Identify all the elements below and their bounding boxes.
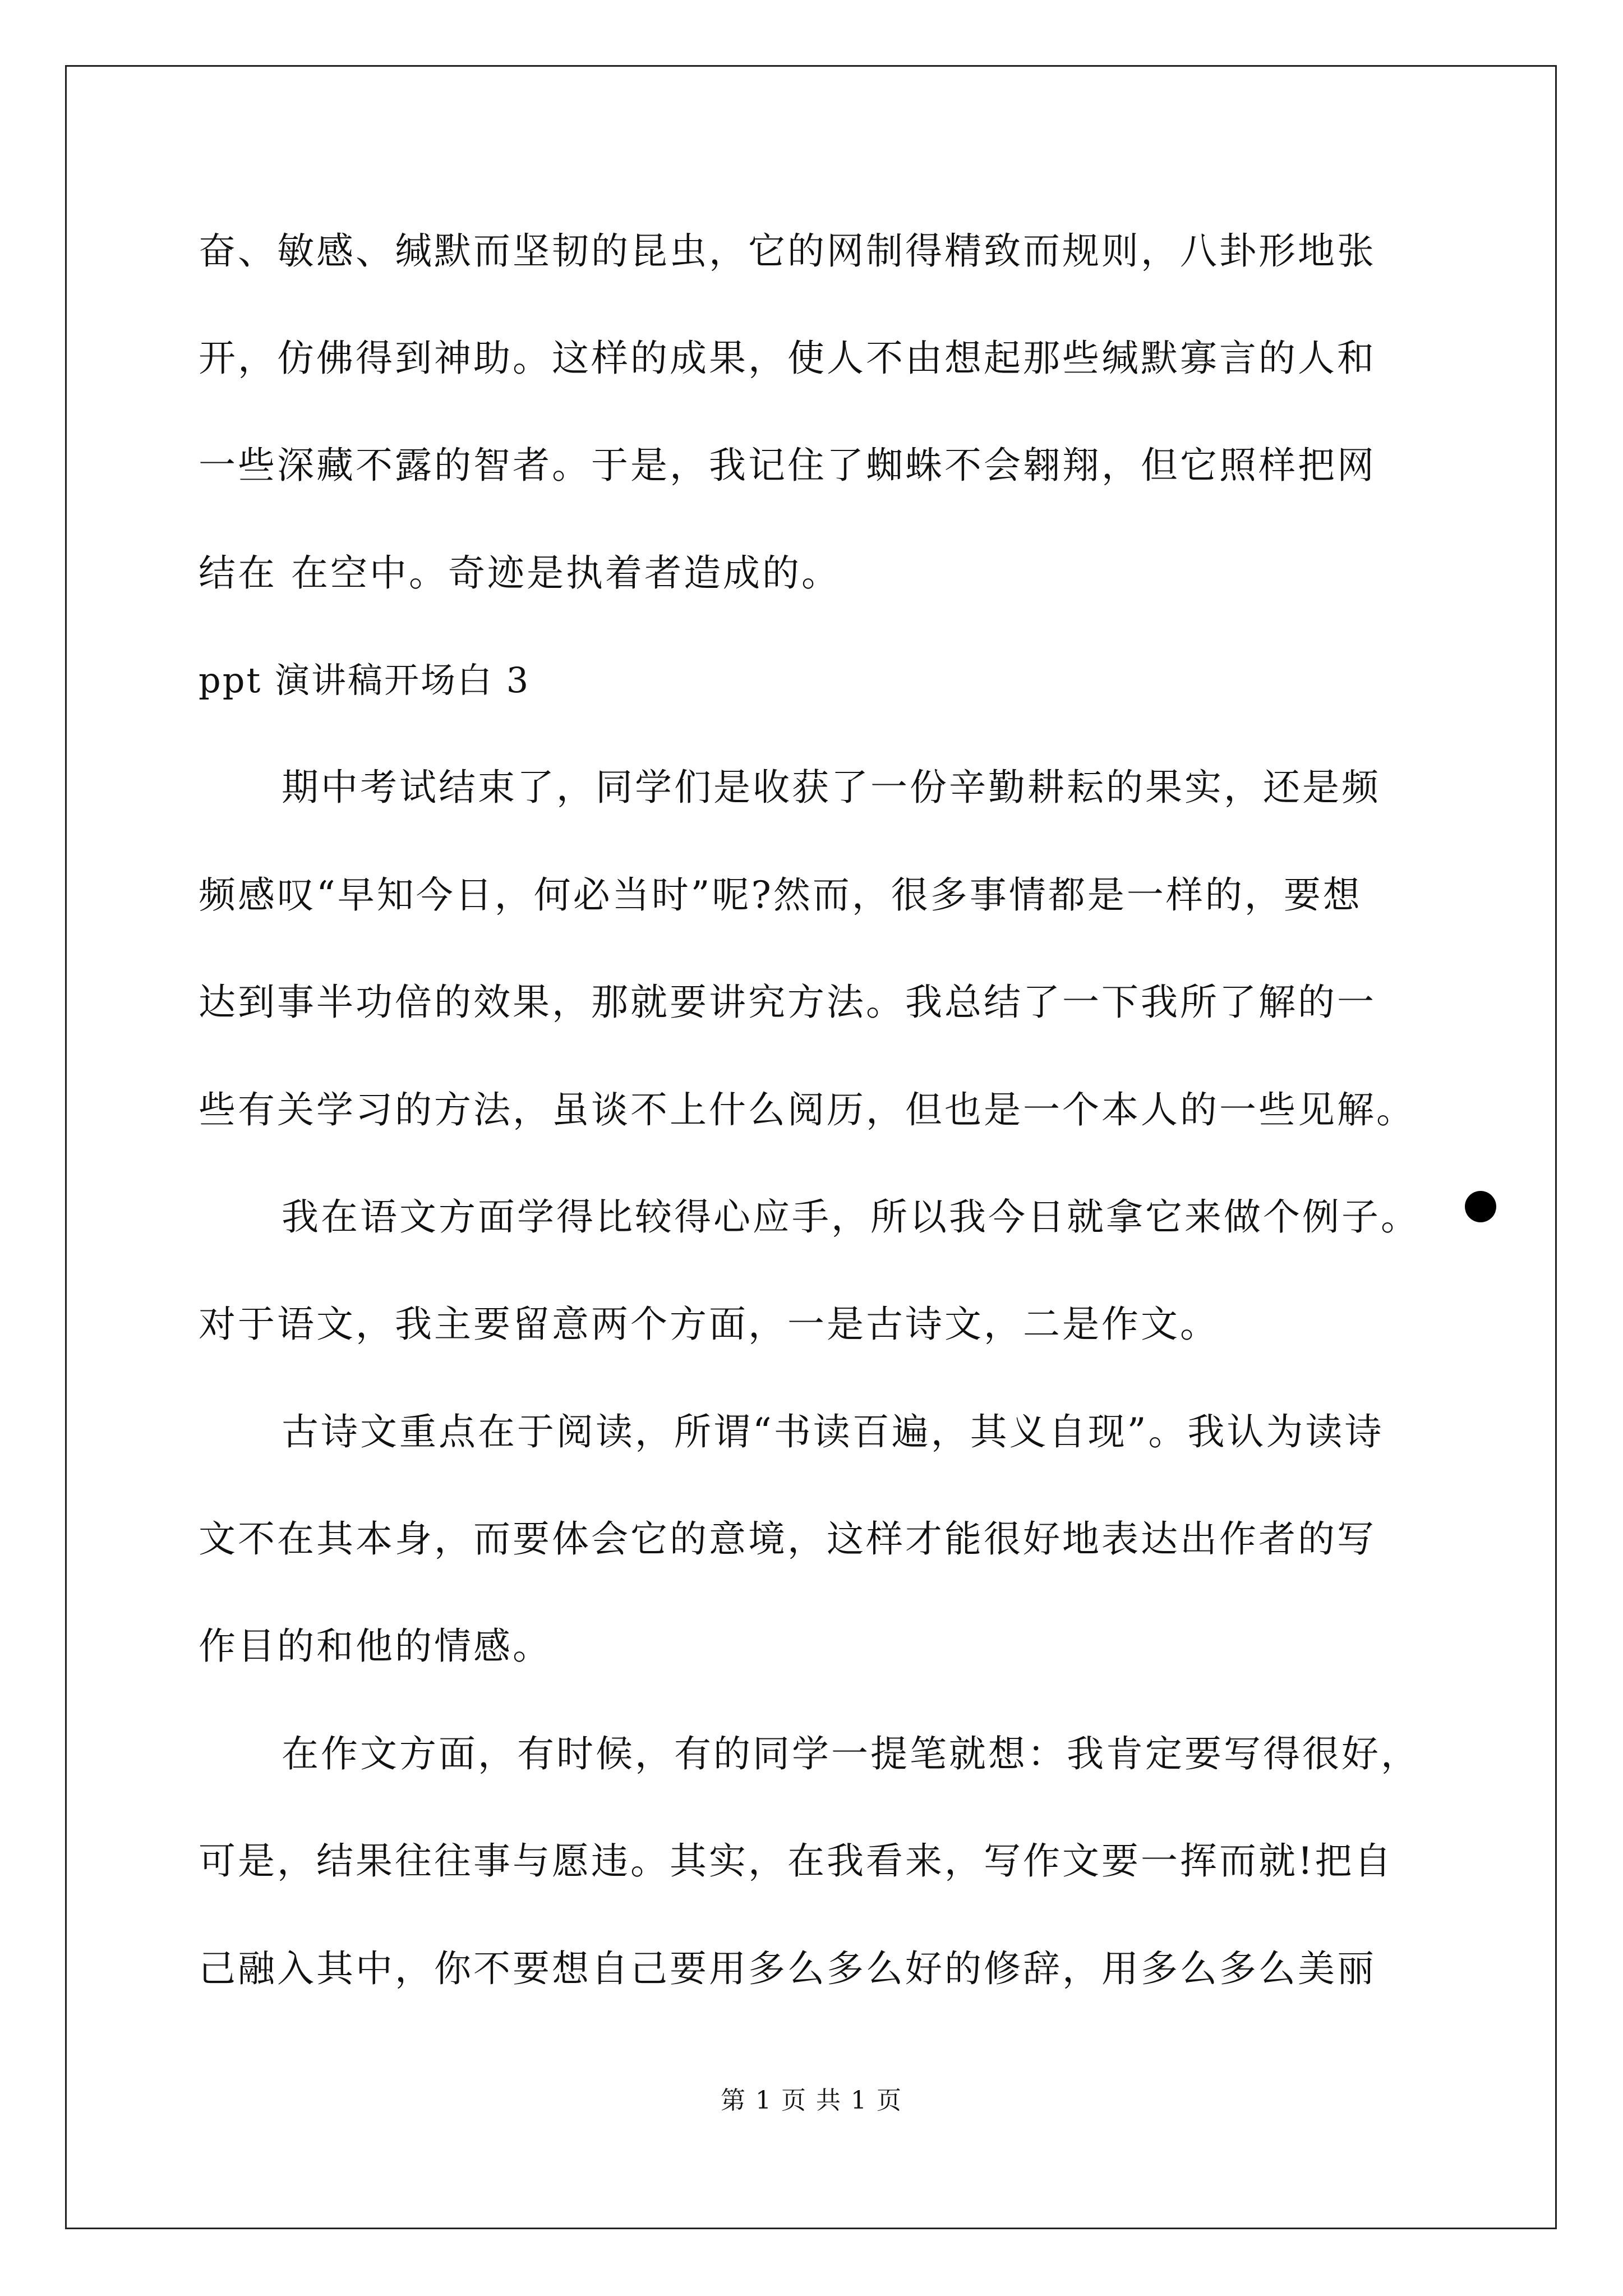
text-line-1: 奋、敏感、缄默而坚韧的昆虫，它的网制得精致而规则，八卦形地张: [199, 229, 1376, 273]
text-line-2: 开，仿佛得到神助。这样的成果，使人不由想起那些缄默寡言的人和: [199, 337, 1376, 380]
text-line-15: 在作文方面，有时候，有的同学一提笔就想：我肯定要写得很好，: [282, 1732, 1420, 1775]
section-heading: ppt 演讲稿开场白 3: [199, 660, 531, 701]
text-line-6: 期中考试结束了，同学们是收获了一份辛勤耕耘的果实，还是频: [282, 766, 1381, 809]
text-line-7: 频感叹“早知今日，何必当时”呢?然而，很多事情都是一样的，要想: [199, 873, 1362, 917]
bullet-dot-icon: [1465, 1191, 1496, 1222]
text-line-13: 文不在其本身，而要体会它的意境，这样才能很好地表达出作者的写: [199, 1517, 1376, 1561]
page-border: [65, 65, 1557, 2229]
text-line-11: 对于语文，我主要留意两个方面，一是古诗文，二是作文。: [199, 1303, 1219, 1346]
text-line-14: 作目的和他的情感。: [199, 1625, 552, 1668]
text-line-12: 古诗文重点在于阅读，所谓“书读百遍，其义自现”。我认为读诗: [282, 1410, 1384, 1453]
text-line-9: 些有关学习的方法，虽谈不上什么阅历，但也是一个本人的一些见解。: [199, 1088, 1415, 1131]
text-line-16: 可是，结果往往事与愿违。其实，在我看来，写作文要一挥而就!把自: [199, 1839, 1394, 1883]
text-line-10: 我在语文方面学得比较得心应手，所以我今日就拿它来做个例子。: [282, 1195, 1420, 1239]
text-line-3: 一些深藏不露的智者。于是，我记住了蜘蛛不会翱翔，但它照样把网: [199, 444, 1376, 487]
page-number-footer: 第 1 页 共 1 页: [721, 2086, 902, 2115]
text-line-8: 达到事半功倍的效果，那就要讲究方法。我总结了一下我所了解的一: [199, 981, 1376, 1024]
text-line-4: 结在 在空中。奇迹是执着者造成的。: [199, 551, 841, 595]
text-line-17: 己融入其中，你不要想自己要用多么多么好的修辞，用多么多么美丽: [199, 1947, 1376, 1990]
